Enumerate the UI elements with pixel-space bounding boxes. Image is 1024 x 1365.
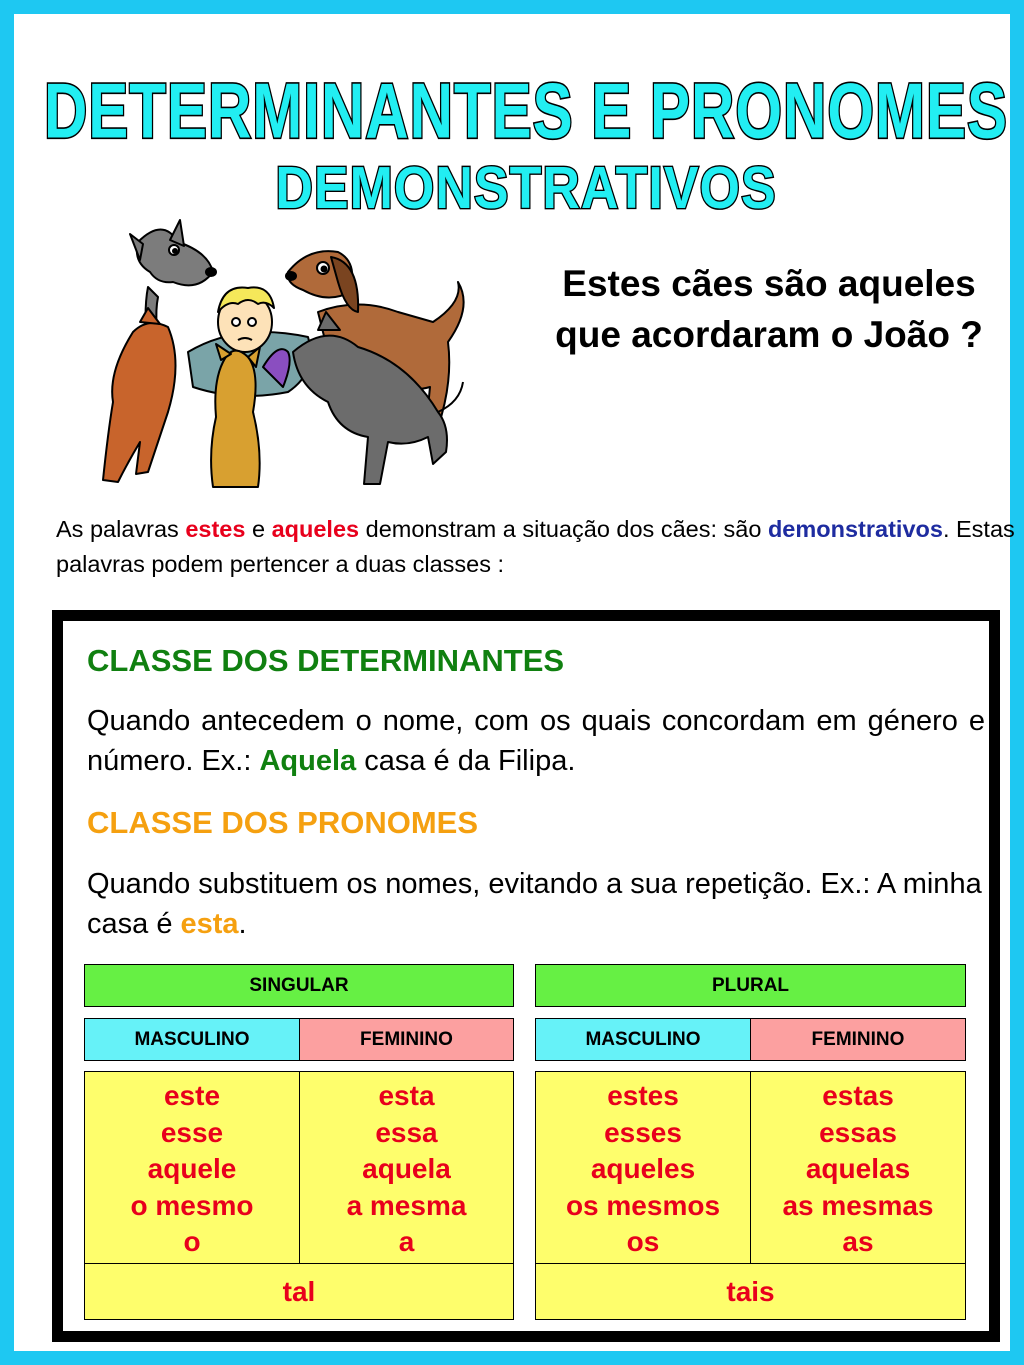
determinantes-text-2: casa é da Filipa. [356,745,576,778]
word-item: aquelas [805,1153,911,1184]
determinantes-text [87,701,985,781]
pronomes-text [87,864,985,944]
pronomes-text-1: Quando substituem os nomes, evitando a sua repetição. Ex.: A minha casa é [87,868,982,941]
plural-masculino-header: MASCULINO [535,1018,751,1061]
word-item: essas [819,1116,897,1148]
singular-feminino-header: FEMININO [299,1018,514,1061]
word-item: aquela [362,1153,451,1184]
plural-common-word: tais [535,1263,966,1320]
intro-text-2: e [245,516,272,542]
word-item: essa [375,1116,438,1148]
word-item: as mesmas [782,1189,934,1221]
intro-word-estes: estes [185,516,246,542]
singular-common-word: tal [84,1263,514,1320]
title-line-1: DETERMINANTES E PRONOMES [43,67,1009,155]
classes-box [52,610,1000,1342]
singular-header: SINGULAR [84,964,514,1007]
singular-masculino-words [84,1071,300,1264]
word-item: esta [378,1080,435,1111]
intro-text-3: demonstram a situação dos cães: são [359,516,768,542]
word-item: os [626,1226,660,1257]
word-item: as [842,1226,874,1257]
plural-feminino-words [750,1071,966,1264]
plural-header: PLURAL [535,964,966,1007]
intro-word-demonstrativos: demonstrativos [767,516,943,542]
singular-feminino-words [299,1071,514,1264]
word-item: o mesmo [130,1189,254,1221]
word-item: os mesmos [565,1189,721,1221]
dogs-and-boy-illustration [88,212,480,504]
intro-text-4: . Estas palavras podem pertencer a duas classes : [56,516,1015,578]
intro-word-aqueles: aqueles [271,516,360,542]
intro-paragraph [56,512,1016,583]
pronomes-heading: CLASSE DOS PRONOMES [87,805,478,840]
word-item: estes [607,1080,679,1111]
word-item: aqueles [590,1153,696,1184]
word-item: aquele [147,1153,237,1184]
word-item: estas [822,1080,894,1111]
word-item: esses [604,1116,682,1148]
word-item: o [183,1226,201,1257]
pronomes-example: esta [180,908,239,941]
determinantes-heading: CLASSE DOS DETERMINANTES [87,643,565,678]
plural-feminino-header: FEMININO [750,1018,966,1061]
determinantes-example: Aquela [259,745,357,778]
singular-masculino-header: MASCULINO [84,1018,300,1061]
word-item: a mesma [346,1189,467,1221]
intro-text-1: As palavras [56,516,186,542]
determinantes-text-1: Quando antecedem o nome, com os quais concordam em género e número. Ex.: [87,705,985,778]
word-item: a [398,1226,415,1257]
plural-masculino-words [535,1071,751,1264]
title-line-2: DEMONSTRATIVOS [275,155,777,222]
word-item: esse [160,1116,224,1148]
word-item: este [163,1080,221,1111]
pronomes-text-2: . [238,908,247,941]
question-text: Estes cães são aqueles que acordaram o João ? [555,263,983,355]
